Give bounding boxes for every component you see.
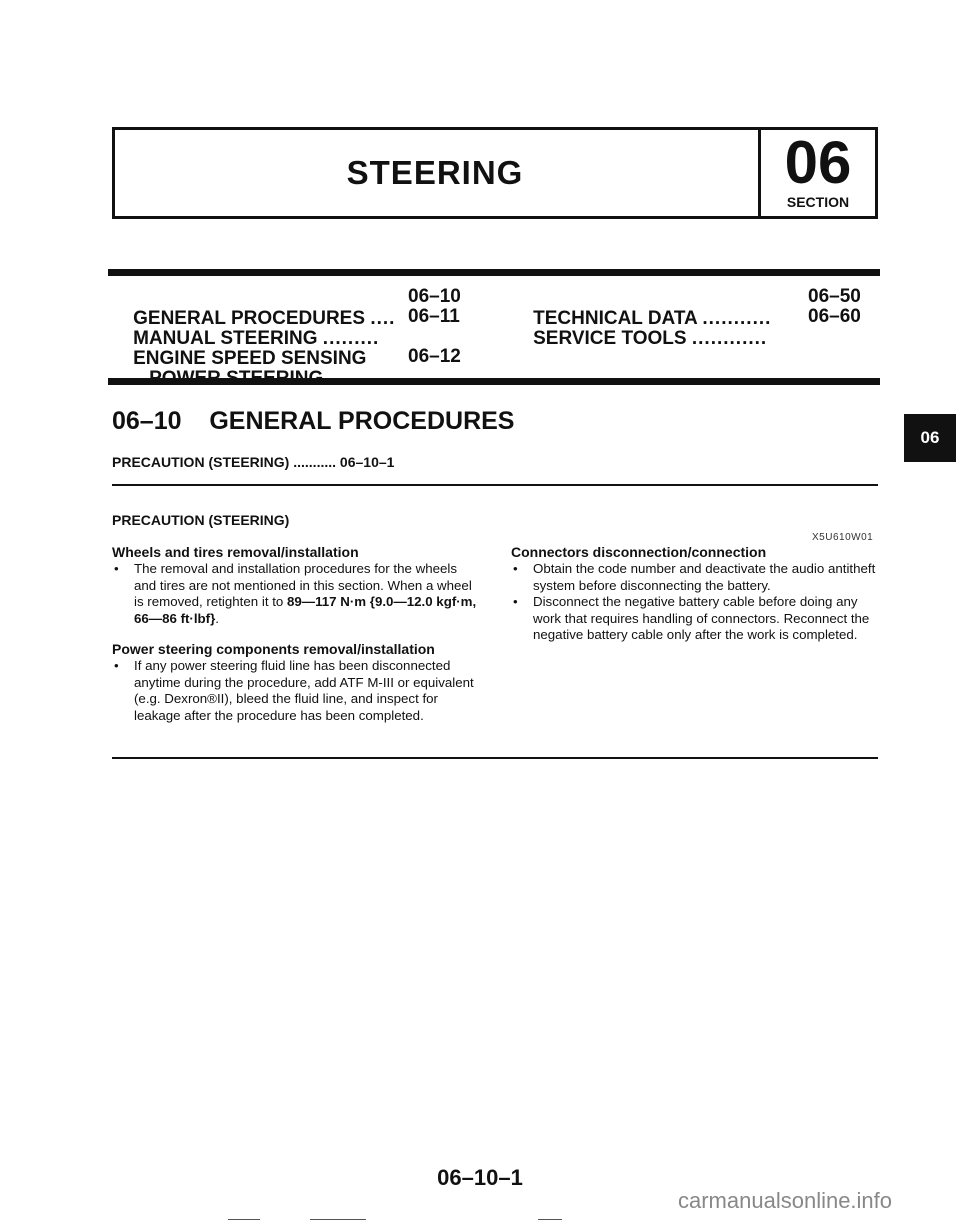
bullet-item: • If any power steering fluid line has been disconnected anytime during the procedure, add ATF M-III or equivalent (e.g. Dexron®II), bleed the fluid line, and inspect for leakage after the procedure has been completed. (112, 658, 482, 724)
section-tab[interactable]: 06 (904, 414, 956, 462)
page-number: 06–10–1 (437, 1165, 523, 1190)
toc-bottom-rule (108, 378, 880, 385)
scan-mark (310, 1219, 366, 1220)
content-bottom-rule (112, 757, 878, 759)
content-top-rule (112, 484, 878, 486)
bullet-item: • Obtain the code number and deactivate the audio antitheft system before disconnecting the battery. (511, 561, 881, 594)
sub-toc-item[interactable] (112, 454, 394, 470)
toc-item-dots: ........... (702, 308, 772, 329)
subsection-heading: Wheels and tires removal/installation (112, 544, 359, 560)
toc-item-label: SERVICE TOOLS (533, 328, 687, 349)
chapter-title: STEERING (346, 154, 524, 191)
watermark: carmanualsonline.info (678, 1188, 893, 1213)
bullet-list (112, 561, 482, 627)
toc-item-label: GENERAL PROCEDURES (133, 308, 366, 329)
toc-item-dots: ......... (322, 328, 380, 349)
bullet-item: • Disconnect the negative battery cable before doing any work that requires handling of connectors. Reconnect the negative battery cable only after the work is completed. (511, 594, 881, 644)
toc-item[interactable] (512, 306, 767, 372)
scan-mark (228, 1219, 260, 1220)
section-heading (112, 407, 514, 436)
subsection-heading: Power steering components removal/installation (112, 641, 435, 657)
scan-mark (538, 1219, 562, 1220)
toc-item-page[interactable]: 06–60 (808, 306, 861, 327)
subsection-heading: Connectors disconnection/connection (511, 544, 767, 560)
toc-item-page[interactable]: 06–12 (408, 346, 461, 367)
sub-toc-label: PRECAUTION (STEERING) (112, 454, 290, 470)
torque-spec: 89—117 N·m {9.0—12.0 kgf·m, 66—86 ft·lbf} (134, 594, 477, 626)
section-number: 06 (784, 129, 852, 196)
toc-item-label: TECHNICAL DATA (533, 308, 698, 329)
toc-item-label: ENGINE SPEED SENSING (133, 348, 367, 369)
bullet-list (112, 658, 482, 724)
section-heading-number: 06–10 (112, 407, 182, 435)
section-label: SECTION (786, 194, 850, 210)
toc-item-label: MANUAL STEERING (133, 328, 318, 349)
bullet-text: The removal and installation procedures for the wheels and tires are not mentioned in this section. When a wheel is removed, retighten it to (134, 561, 472, 609)
bullet-item (112, 561, 482, 627)
toc-item-page[interactable]: 06–50 (808, 286, 861, 307)
toc-item-dots: ............ (691, 328, 768, 349)
bullet-list (511, 561, 881, 644)
section-heading-title: GENERAL PROCEDURES (209, 407, 515, 435)
content-right-column (511, 544, 881, 644)
bullet-text-end: . (215, 610, 219, 626)
toc-item-dots: .... (370, 308, 396, 329)
document-code: X5U610W01 (812, 532, 874, 543)
toc-item-page[interactable]: 06–10 (408, 286, 461, 307)
sub-toc-dots: ........... (293, 454, 337, 470)
toc-item-page[interactable]: 06–11 (408, 306, 460, 327)
content-title: PRECAUTION (STEERING) (112, 512, 290, 528)
spacer (112, 627, 482, 641)
content-left-column (112, 544, 482, 724)
toc-top-rule (108, 269, 880, 276)
sub-toc-page: 06–10–1 (339, 454, 395, 470)
section-header-box (112, 127, 878, 219)
